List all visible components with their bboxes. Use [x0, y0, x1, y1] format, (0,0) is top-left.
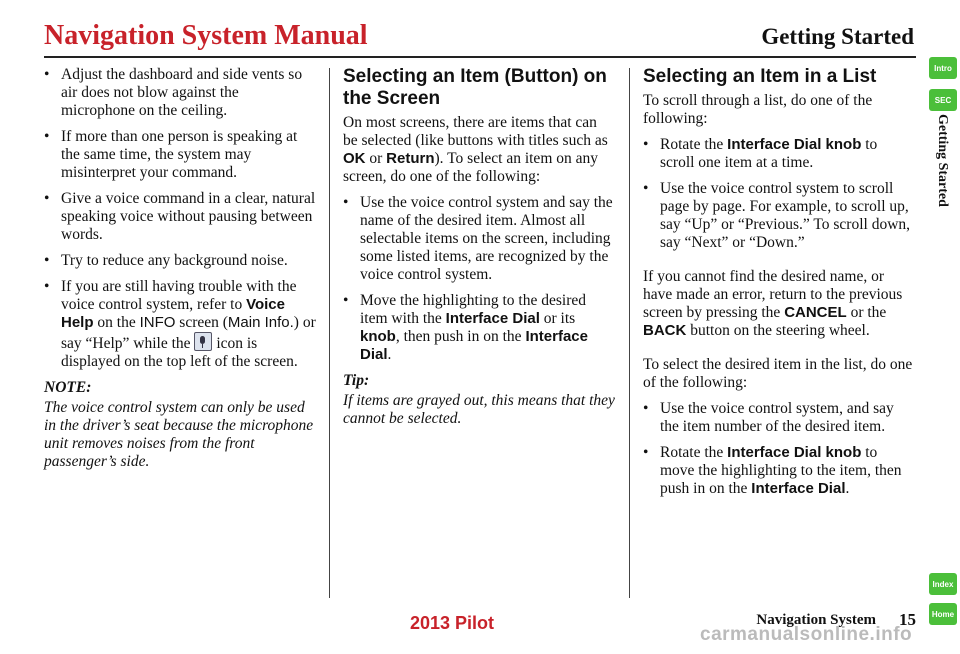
- home-tab[interactable]: Home: [929, 603, 957, 625]
- tip-bullet: • If more than one person is speaking at the same time, the system may misinterpret your command.: [44, 128, 298, 181]
- tip-text: If items are grayed out, this means that they cannot be selected.: [343, 392, 615, 427]
- column-select-list: [643, 66, 915, 506]
- watermark: carmanualsonline.info: [700, 624, 913, 645]
- page-number: 15: [899, 610, 916, 629]
- voice-control-icon: [194, 332, 212, 351]
- list-item: • Rotate the Interface Dial knob to scroll one item at a time.: [643, 136, 878, 171]
- list-item: • Use the voice control system to scroll page by page. For example, to scroll up, say “Up” or “Previous.” To scroll down, say “Next” or “Down.”: [643, 180, 911, 251]
- tip-bullet: • Give a voice command in a clear, natural speaking voice without pausing between words.: [44, 190, 316, 243]
- list-item: • Rotate the Interface Dial knob to move the highlighting to the item, then push in on the Interface Dial.: [643, 444, 902, 497]
- column-voice-tips: [44, 66, 316, 471]
- tip-label: Tip:: [343, 372, 370, 389]
- tip-bullet: • Adjust the dashboard and side vents so air does not blow against the microphone on the ceiling.: [44, 66, 303, 119]
- note-label: NOTE:: [44, 379, 92, 396]
- index-tab[interactable]: Index: [929, 573, 957, 595]
- intro-tab[interactable]: Intro: [929, 57, 957, 79]
- column-divider-2: [629, 68, 630, 598]
- list-item: • Use the voice control system and say the name of the desired item. Almost all selectable items on the screen, including some listed items, are recognized by the voice control system.: [343, 194, 613, 283]
- heading-select-list: Selecting an Item in a List: [643, 66, 877, 87]
- header-rule: [44, 56, 916, 58]
- section-title: Getting Started: [761, 24, 914, 49]
- paragraph: On most screens, there are items that can be selected (like buttons with titles such as OK or Return). To select an item on any screen, do one of the following:: [343, 114, 608, 185]
- model-label: 2013 Pilot: [410, 613, 495, 633]
- side-section-label: Getting Started: [935, 114, 950, 207]
- column-divider-1: [329, 68, 330, 598]
- paragraph: If you cannot find the desired name, or have made an error, return to the previous screen by pressing the CANCEL or the BACK button on the steering wheel.: [643, 268, 903, 339]
- paragraph: To scroll through a list, do one of the following:: [643, 92, 873, 127]
- column-select-button: [343, 66, 615, 428]
- tip-bullet: • If you are still having trouble with the voice control system, refer to Voice Help on the INFO screen (Main Info.) or say “Help” while the icon is displayed on the top left of the screen.: [44, 278, 316, 370]
- heading-select-button: Selecting an Item (Button) on the Screen: [343, 66, 607, 109]
- sec-tab[interactable]: SEC: [929, 89, 957, 111]
- manual-title: Navigation System Manual: [44, 20, 368, 51]
- footer-nav-label: Navigation System: [756, 612, 876, 628]
- list-item: • Use the voice control system, and say the item number of the desired item.: [643, 400, 894, 435]
- tip-bullet: • Try to reduce any background noise.: [44, 252, 288, 269]
- voice-help-link[interactable]: Voice Help: [61, 296, 285, 331]
- note-text: The voice control system can only be used in the driver’s seat because the microphone unit removes noises from the front passenger’s side.: [44, 399, 314, 470]
- list-item: • Move the highlighting to the desired item with the Interface Dial or its knob, then push in on the Interface Dial.: [343, 292, 588, 363]
- paragraph: To select the desired item in the list, do one of the following:: [643, 356, 913, 391]
